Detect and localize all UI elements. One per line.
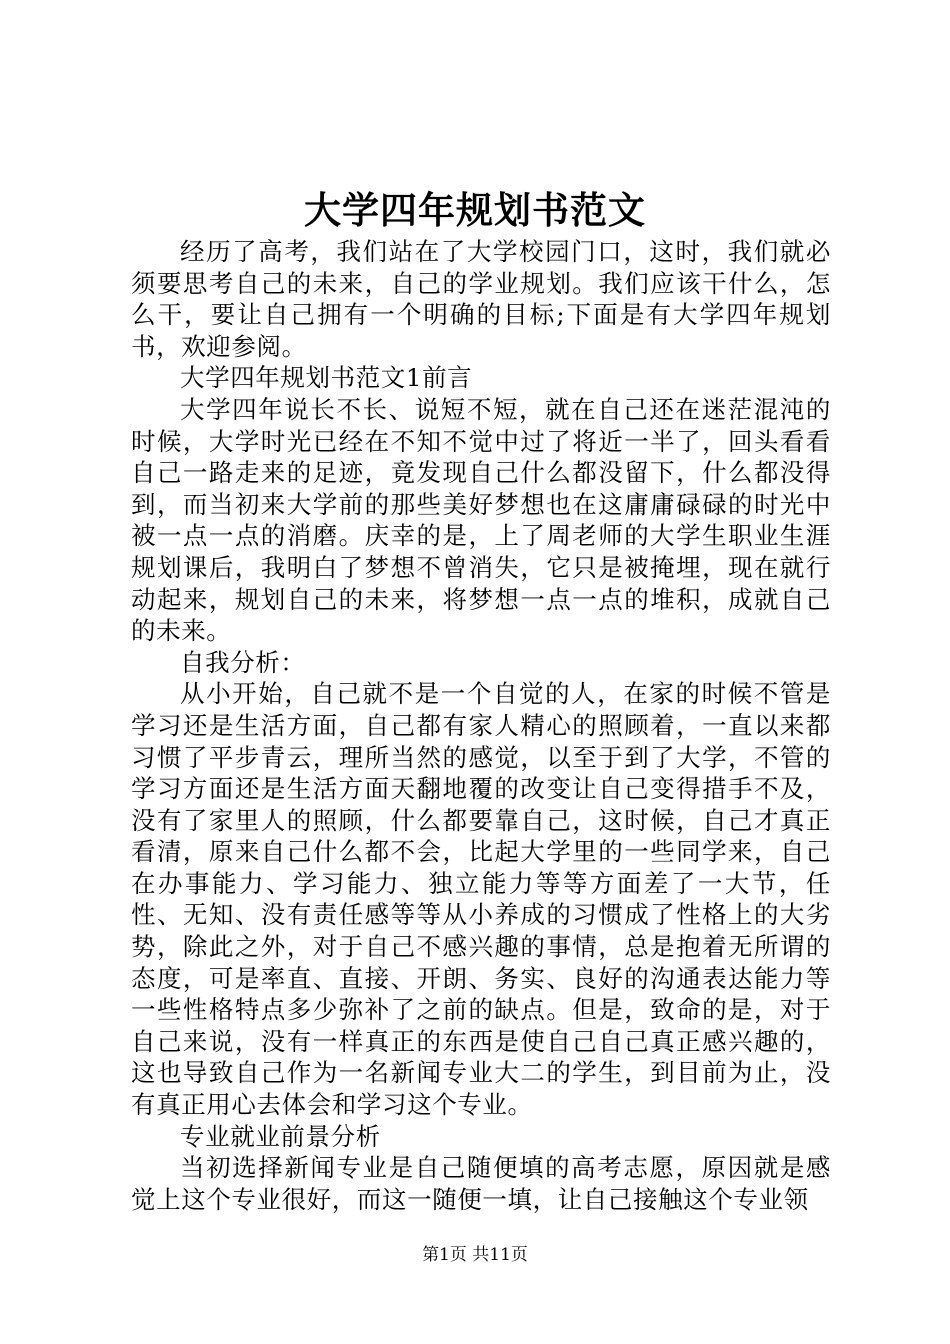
paragraph-self-analysis: 从小开始，自己就不是一个自觉的人，在家的时候不管是学习还是生活方面，自己都有家人精心的照顾着，一直以来都习惯了平步青云，理所当然的感觉，以至于到了大学，不管的学习方面还是生活方面天翻地覆的改变让自己变得措手不及，没有了家里人的照顾，什么都要靠自己，这时候，自己才真正看清，原来自己什么都不会，比起大学里的一些同学来，自己在办事能力、学习能力、独立能力等等方面差了一大节，任性、无知、没有责任感等等从小养成的习惯成了性格上的大劣势，除此之外，对于自己不感兴趣的事情，总是抱着无所谓的态度，可是率直、直接、开朗、务实、良好的沟通表达能力等一些性格特点多少弥补了之前的缺点。但是，致命的是，对于自己来说，没有一样真正的东西是使自己自己真正感兴趣的，这也导致自己作为一名新闻专业大二的学生，到目前为止，没有真正用心去体会和学习这个专业。 — [131, 679, 831, 1120]
document-title: 大学四年规划书范文 — [304, 188, 646, 232]
document-body — [131, 236, 831, 1215]
paragraph-intro: 经历了高考，我们站在了大学校园门口，这时，我们就必须要思考自己的未来，自己的学业规划。我们应该干什么，怎么干，要让自己拥有一个明确的目标;下面是有大学四年规划书，欢迎参阅。 — [131, 237, 831, 361]
section-heading-self-analysis: 自我分析： — [180, 647, 306, 677]
page-footer: 第1页 共11页 — [422, 1245, 528, 1265]
section-heading-career-prospects: 专业就业前景分析 — [180, 1121, 381, 1151]
paragraph-career-prospects: 当初选择新闻专业是自己随便填的高考志愿，原因就是感觉上这个专业很好，而这一随便一填，让自己接触这个专业领 — [131, 1153, 831, 1214]
section-heading-foreword: 大学四年规划书范文1前言 — [180, 363, 473, 393]
paragraph-foreword: 大学四年说长不长、说短不短，就在自己还在迷茫混沌的时候，大学时光已经在不知不觉中过了将近一半了，回头看看自己一路走来的足迹，竟发现自己什么都没留下，什么都没得到，而当初来大学前的那些美好梦想也在这庸庸碌碌的时光中被一点一点的消磨。庆幸的是，上了周老师的大学生职业生涯规划课后，我明白了梦想不曾消失，它只是被掩埋，现在就行动起来，规划自己的未来，将梦想一点一点的堆积，成就自己的未来。 — [131, 394, 831, 646]
